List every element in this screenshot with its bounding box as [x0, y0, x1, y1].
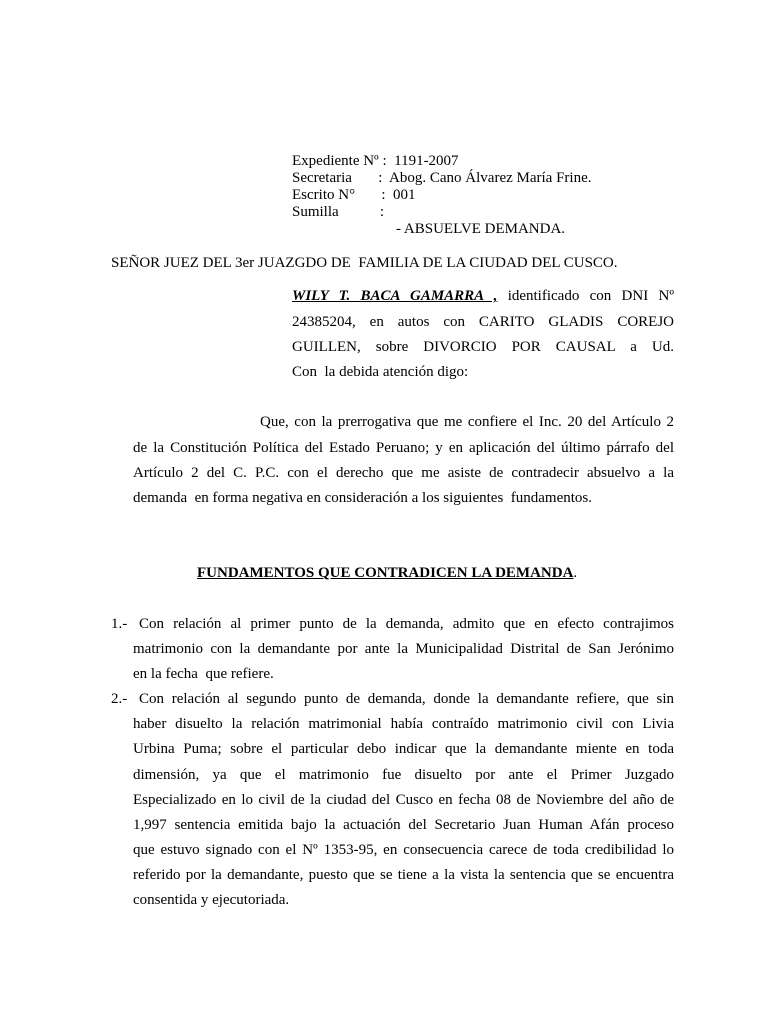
- escrito-line: Escrito N° : 001: [292, 187, 416, 203]
- item-2-line-9: consentida y ejecutoriada.: [133, 892, 290, 908]
- expediente-line: Expediente Nº : 1191-2007: [292, 153, 459, 169]
- intro-line-2: 24385204, en autos con CARITO GLADIS COREJO: [292, 314, 674, 330]
- item-1-line-3: en la fecha que refiere.: [133, 666, 274, 682]
- secretaria-line: Secretaria : Abog. Cano Álvarez María Frine.: [292, 170, 592, 186]
- item-2-number: 2.-: [111, 691, 128, 707]
- intro-line-1: [292, 288, 674, 305]
- intro-line-3: GUILLEN, sobre DIVORCIO POR CAUSAL a Ud.: [292, 339, 674, 355]
- section-title-text: FUNDAMENTOS QUE CONTRADICEN LA DEMANDA: [197, 565, 574, 581]
- item-2-line-1: Con relación al segundo punto de demanda, donde la demandante refiere, que sin: [139, 691, 674, 707]
- paragraph-1-line-3: Artículo 2 del C. P.C. con el derecho que me asiste de contradecir absuelvo a la: [133, 465, 674, 481]
- item-2-line-6: 1,997 sentencia emitida bajo la actuación del Secretario Juan Human Afán proceso: [133, 817, 674, 833]
- item-2-line-8: referido por la demandante, puesto que se tiene a la vista la sentencia que se encuentra: [133, 867, 674, 883]
- item-1-line-1: Con relación al primer punto de la demanda, admito que en efecto contrajimos: [139, 616, 674, 632]
- addressee-line: SEÑOR JUEZ DEL 3er JUAZGDO DE FAMILIA DE LA CIUDAD DEL CUSCO.: [111, 255, 618, 271]
- item-2-line-4: dimensión, ya que el matrimonio fue disuelto por ante el Primer Juzgado: [133, 767, 674, 783]
- intro-line-4: Con la debida atención digo:: [292, 364, 469, 380]
- item-2-line-7: que estuvo signado con el Nº 1353-95, en consecuencia carece de toda credibilidad lo: [133, 842, 674, 858]
- item-1-number: 1.-: [111, 616, 128, 632]
- item-2-line-5: Especializado en lo civil de la ciudad del Cusco en fecha 08 de Noviembre del año de: [133, 792, 674, 808]
- paragraph-1-line-1: Que, con la prerrogativa que me confiere el Inc. 20 del Artículo 2: [260, 414, 674, 430]
- sumilla-line: Sumilla :: [292, 204, 385, 220]
- item-1-line-2: matrimonio con la demandante por ante la Municipalidad Distrital de San Jerónimo: [133, 641, 674, 657]
- section-title-suffix: .: [573, 565, 578, 581]
- item-2-line-2: haber disuelto la relación matrimonial había contraído matrimonio civil con Livia: [133, 716, 674, 732]
- paragraph-1-line-2: de la Constitución Política del Estado Peruano; y en aplicación del último párrafo del: [133, 440, 674, 456]
- item-2-line-3: Urbina Puma; sobre el particular debo indicar que la demandante miente en toda: [133, 741, 674, 757]
- sumilla-value: - ABSUELVE DEMANDA.: [396, 221, 566, 237]
- intro-line-1-rest: identificado con DNI Nº: [507, 288, 674, 304]
- section-title: [197, 565, 577, 582]
- paragraph-1-line-4: demanda en forma negativa en consideración a los siguientes fundamentos.: [133, 490, 593, 506]
- plaintiff-name: WILY T. BACA GAMARRA ,: [292, 288, 498, 304]
